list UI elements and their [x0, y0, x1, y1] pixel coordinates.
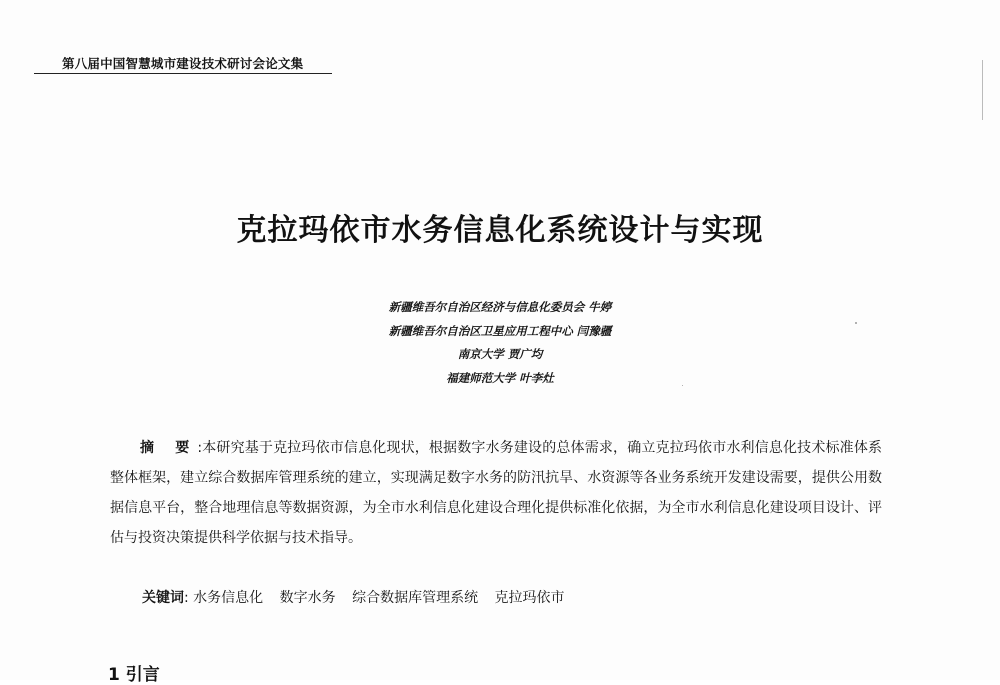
keyword: 综合数据库管理系统 — [352, 590, 479, 606]
abstract-paragraph — [110, 433, 882, 553]
paper-title: 克拉玛依市水务信息化系统设计与实现 — [236, 213, 764, 248]
header-rule — [34, 73, 332, 74]
author-affiliation: 南京大学 贾广均 — [457, 347, 543, 361]
scan-speck — [855, 322, 857, 324]
author-affiliation: 福建师范大学 叶李灶 — [446, 370, 554, 385]
keywords-separator: : — [184, 590, 189, 606]
author-block — [0, 296, 1000, 390]
keyword: 克拉玛依市 — [494, 590, 565, 606]
keywords-line — [142, 587, 577, 607]
scan-edge-mark — [982, 60, 983, 120]
abstract-separator: : — [197, 440, 203, 456]
scan-speck — [682, 385, 683, 386]
abstract-text: 本研究基于克拉玛依市信息化现状，根据数字水务建设的总体需求，确立克拉玛依市水利信息化技术标准体系整体框架，建立综合数据库管理系统的建立，实现满足数字水务的防汛抗旱、水资源等各业务系统开发建设需要，提供公用数据信息平台，整合地理信息等数据资源，为全市水利信息化建设合理化提供标准化依据，为全市水利信息化建设项目设计、评估与投资决策提供科学依据与技术指导。 — [110, 440, 883, 546]
running-header: 第八届中国智慧城市建设技术研讨会论文集 — [62, 56, 304, 71]
section-heading: 1 引言 — [108, 665, 160, 685]
keyword: 数字水务 — [279, 590, 336, 606]
abstract-label: 摘 要 — [140, 440, 198, 456]
keyword: 水务信息化 — [193, 590, 264, 606]
author-affiliation: 新疆维吾尔自治区经济与信息化委员会 牛婷 — [388, 300, 612, 314]
author-affiliation: 新疆维吾尔自治区卫星应用工程中心 闫豫疆 — [388, 323, 612, 338]
keywords-label: 关键词 — [142, 590, 184, 606]
